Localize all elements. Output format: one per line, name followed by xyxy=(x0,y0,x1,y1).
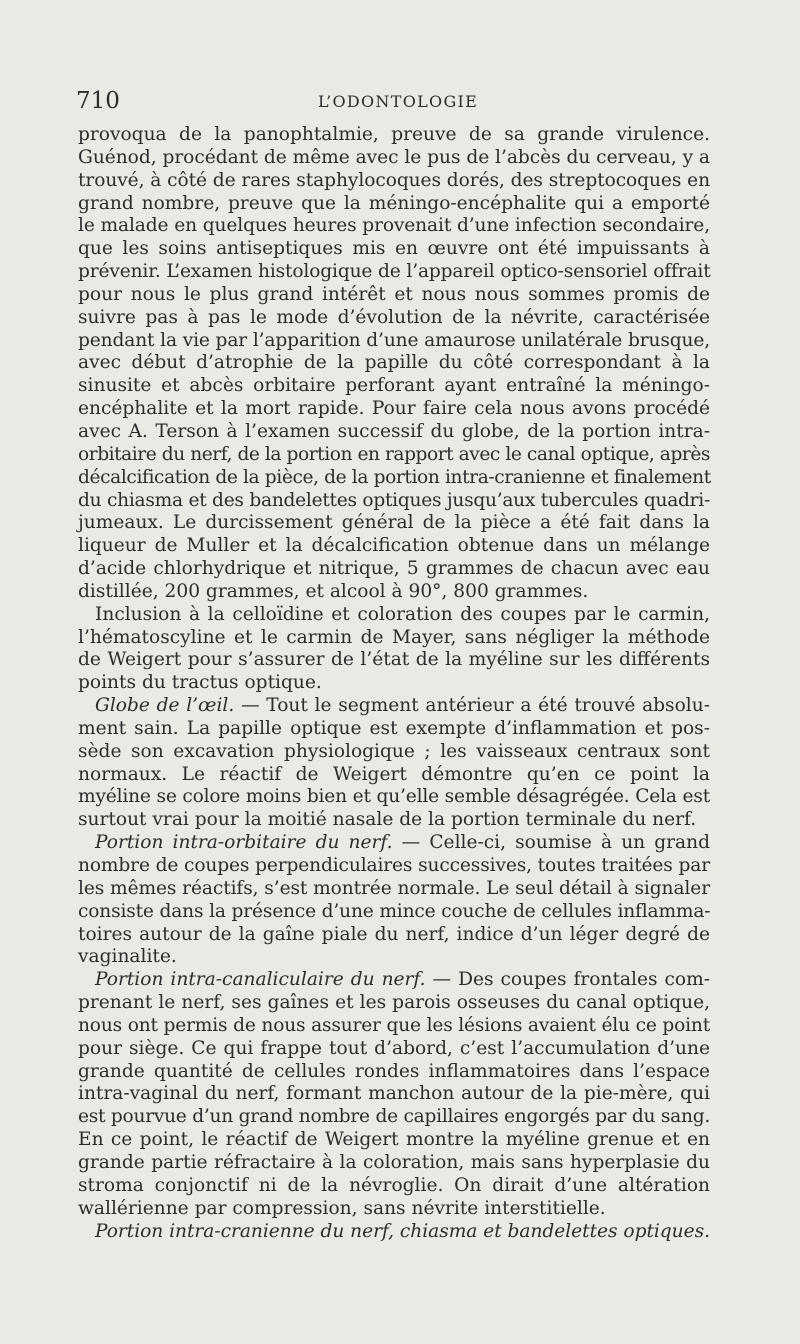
text-line: du chiasma et des bandelettes optiques jusqu’aux tubercules quadri- xyxy=(78,489,710,511)
text-line: wallérienne par compression, sans névrite interstitielle. xyxy=(78,1197,606,1219)
text-line: stroma conjonctif ni de la névroglie. On dirait d’une altération xyxy=(78,1174,710,1196)
text-line: avec début d’atrophie de la papille du côté correspondant à la xyxy=(78,352,710,374)
text-line: grande quantité de cellules rondes inflammatoires dans l’espace xyxy=(78,1060,710,1082)
text-line: vaginalite. xyxy=(78,946,177,968)
text-line: trouvé, à côté de rares staphylocoques dorés, des streptocoques en xyxy=(78,169,710,191)
text-line: Portion intra-orbitaire du nerf. — Celle-ci, soumise à un grand xyxy=(95,832,710,854)
section-heading: Portion intra-canaliculaire du nerf. xyxy=(95,969,426,991)
text-line: nombre de coupes perpendiculaires successives, toutes traitées par xyxy=(78,855,710,876)
text-line: que les soins antiseptiques mis en œuvre ont été impuissants à xyxy=(78,238,710,260)
text-line: consiste dans la présence d’une mince couche de cellules inflamma- xyxy=(78,900,711,922)
text-line: grande partie réfractaire à la coloration, mais sans hyperplasie du xyxy=(78,1151,710,1173)
text-line: grand nombre, preuve que la méningo-encéphalite qui a emporté xyxy=(78,192,710,214)
text-line: provoqua de la panophtalmie, preuve de sa grande virulence. xyxy=(78,124,710,145)
text-line: Globe de l’œil. — Tout le segment antérieur a été trouvé absolu- xyxy=(95,695,710,717)
text-line: suivre pas à pas le mode d’évolution de la névrite, caractérisée xyxy=(78,306,710,328)
text-line: prévenir. L’examen histologique de l’appareil optico-sensoriel offrait xyxy=(78,261,711,283)
text-line: toires autour de la gaîne piale du nerf, indice d’un léger degré de xyxy=(78,923,710,945)
section-heading: Portion intra-cranienne du nerf, chiasma et bandelettes optiques. xyxy=(95,1220,710,1242)
text-line: Inclusion à la celloïdine et coloration des coupes par le carmin, xyxy=(95,603,710,625)
text-line: ment sain. La papille optique est exempte d’inflammation et pos- xyxy=(78,717,710,739)
text-line: intra-vaginal du nerf, formant manchon autour de la pie-mère, qui xyxy=(78,1083,710,1105)
text-line: prenant le nerf, ses gaînes et les parois osseuses du canal optique, xyxy=(78,992,710,1014)
text-line: orbitaire du nerf, de la portion en rapport avec le canal optique, après xyxy=(78,443,710,465)
text-line: jumeaux. Le durcissement général de la pièce a été fait dans la xyxy=(78,512,710,534)
text-line: pendant la vie par l’apparition d’une amaurose unilatérale brusque, xyxy=(78,329,710,351)
text-line: décalcification de la pièce, de la portion intra-cranienne et finalement xyxy=(78,466,711,488)
text-line: points du tractus optique. xyxy=(78,672,322,694)
text-line: nous ont permis de nous assurer que les lésions avaient élu ce point xyxy=(78,1014,710,1036)
text-line: Portion intra-canaliculaire du nerf. — Des coupes frontales com- xyxy=(95,969,710,991)
text-line: surtout vrai pour la moitié nasale de la portion terminale du nerf. xyxy=(78,809,697,831)
text-line: sinusite et abcès orbitaire perforant ayant entraîné la méningo- xyxy=(78,375,710,397)
section-heading: Globe de l’œil. xyxy=(95,695,235,717)
text-line: le malade en quelques heures provenait d’une infection secondaire, xyxy=(78,215,710,237)
section-heading: Portion intra-orbitaire du nerf. xyxy=(95,832,393,854)
text-line: encéphalite et la mort rapide. Pour faire cela nous avons procédé xyxy=(78,398,710,420)
page-number: 710 xyxy=(76,88,120,114)
text-line: myéline se colore moins bien et qu’elle semble désagrégée. Cela est xyxy=(78,786,710,808)
text-line: les mêmes réactifs, s’est montrée normale. Le seul détail à signaler xyxy=(78,877,710,899)
text-line: Guénod, procédant de même avec le pus de l’abcès du cerveau, y a xyxy=(78,146,710,168)
text-line: normaux. Le réactif de Weigert démontre qu’en ce point la xyxy=(78,763,710,785)
text-line xyxy=(78,1221,710,1244)
text-line: l’hématoscyline et le carmin de Mayer, sans négliger la méthode xyxy=(78,626,710,648)
text-line: est pourvue d’un grand nombre de capillaires engorgés par du sang. xyxy=(78,1106,710,1128)
text-line: sède son excavation physiologique ; les vaisseaux centraux sont xyxy=(78,740,710,762)
text-line: En ce point, le réactif de Weigert montre la myéline grenue et en xyxy=(78,1129,710,1151)
text-line: de Weigert pour s’assurer de l’état de la myéline sur les différents xyxy=(78,649,710,671)
text-line: distillée, 200 grammes, et alcool à 90°, 800 grammes. xyxy=(78,580,589,602)
text-line: avec A. Terson à l’examen successif du globe, de la portion intra- xyxy=(78,420,710,442)
text-line: liqueur de Muller et la décalcification obtenue dans un mélange xyxy=(78,535,710,557)
text-line: d’acide chlorhydrique et nitrique, 5 grammes de chacun avec eau xyxy=(78,558,710,580)
running-title: L’ODONTOLOGIE xyxy=(318,92,479,111)
text-line: pour siège. Ce qui frappe tout d’abord, c’est l’accumulation d’une xyxy=(78,1037,710,1059)
text-line: pour nous le plus grand intérêt et nous nous sommes promis de xyxy=(78,283,710,305)
body-text xyxy=(78,124,710,1243)
